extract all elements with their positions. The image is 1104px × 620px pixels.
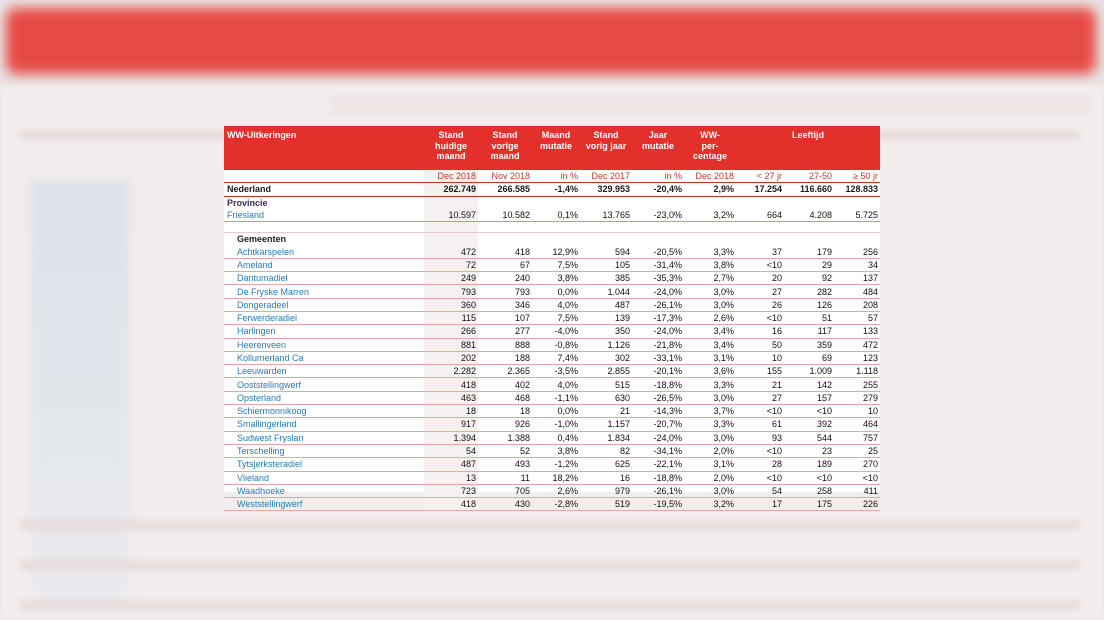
table-cell: 69 (784, 351, 834, 364)
table-cell: 51 (784, 311, 834, 324)
table-cell: -19,5% (632, 498, 684, 511)
table-cell: 28 (736, 458, 784, 471)
table-cell: 21 (736, 378, 784, 391)
table-cell: -24,0% (632, 285, 684, 298)
table-cell: <10 (736, 311, 784, 324)
table-cell: 329.953 (580, 183, 632, 196)
table-cell: 2,0% (684, 444, 736, 457)
table-cell: -17,3% (632, 311, 684, 324)
table-cell: 155 (736, 365, 784, 378)
table-cell: 18 (478, 405, 532, 418)
table-cell: 117 (784, 325, 834, 338)
table-cell: 917 (424, 418, 478, 431)
table-cell: -2,8% (532, 498, 580, 511)
table-cell: 0,0% (532, 285, 580, 298)
table-cell: 1.157 (580, 418, 632, 431)
table-cell: 208 (834, 298, 880, 311)
table-cell: 4,0% (532, 298, 580, 311)
table-cell: -18,8% (632, 471, 684, 484)
table-cell: 52 (478, 444, 532, 457)
gemeenten-row (224, 233, 880, 246)
table-cell: -1,2% (532, 458, 580, 471)
ww-table (224, 126, 880, 511)
table-cell: 793 (478, 285, 532, 298)
table-cell: -33,1% (632, 351, 684, 364)
header-leeftijd: Leeftijd (736, 126, 880, 170)
gemeente-name: Tytsjerksteradiel (224, 458, 424, 471)
table-cell: 625 (580, 458, 632, 471)
table-cell: -20,1% (632, 365, 684, 378)
table-cell: <10 (736, 258, 784, 271)
table-cell: 3,0% (684, 484, 736, 497)
subheader-cell: in % (632, 170, 684, 183)
table-cell: 3,3% (684, 245, 736, 258)
table-cell: -20,5% (632, 245, 684, 258)
gemeente-name: Achtkarspelen (224, 245, 424, 258)
table-cell: 1.044 (580, 285, 632, 298)
table-cell: -4,0% (532, 325, 580, 338)
gemeente-name: Opsterland (224, 391, 424, 404)
table-cell: 262.749 (424, 183, 478, 196)
table-cell: 1.388 (478, 431, 532, 444)
table-cell: 139 (580, 311, 632, 324)
table-cell: 2,6% (532, 484, 580, 497)
table-cell: 27 (736, 391, 784, 404)
table-cell: 418 (424, 378, 478, 391)
table-cell: 23 (784, 444, 834, 457)
table-cell: 630 (580, 391, 632, 404)
table-cell: 54 (424, 444, 478, 457)
table-cell: 2.365 (478, 365, 532, 378)
table-row (224, 431, 880, 444)
table-cell: 12,9% (532, 245, 580, 258)
table-cell: 13 (424, 471, 478, 484)
table-cell: 472 (424, 245, 478, 258)
table-row (224, 484, 880, 497)
header-stand-vorige: Stand vorige maand (478, 126, 532, 170)
table-cell: 1.394 (424, 431, 478, 444)
table-cell: 0,4% (532, 431, 580, 444)
table-cell: -23,0% (632, 209, 684, 222)
table-cell: 67 (478, 258, 532, 271)
table-cell: 418 (424, 498, 478, 511)
table-cell: -0,8% (532, 338, 580, 351)
table-cell: 418 (478, 245, 532, 258)
table-cell: 25 (834, 444, 880, 457)
table-cell: 277 (478, 325, 532, 338)
table-cell: 1.834 (580, 431, 632, 444)
table-cell: 189 (784, 458, 834, 471)
table-cell: 188 (478, 351, 532, 364)
table-cell: 359 (784, 338, 834, 351)
table-cell: -1,4% (532, 183, 580, 196)
table-cell: 3,8% (532, 444, 580, 457)
table-row (224, 498, 880, 511)
nederland-label: Nederland (224, 183, 424, 196)
gemeente-name: Waadhoeke (224, 484, 424, 497)
table-cell: 757 (834, 431, 880, 444)
friesland-label: Friesland (224, 209, 424, 222)
table-cell: 270 (834, 458, 880, 471)
table-cell: 256 (834, 245, 880, 258)
gemeente-name: Sudwest Fryslan (224, 431, 424, 444)
table-cell: 123 (834, 351, 880, 364)
table-row (224, 391, 880, 404)
table-cell: 3,2% (684, 498, 736, 511)
table-cell: 21 (580, 405, 632, 418)
blurred-row (20, 600, 1080, 610)
table-cell: -26,5% (632, 391, 684, 404)
table-cell: 392 (784, 418, 834, 431)
table-cell: 411 (834, 484, 880, 497)
table-cell: -24,0% (632, 325, 684, 338)
table-cell: 116.660 (784, 183, 834, 196)
table-cell: 0,0% (532, 405, 580, 418)
table-cell: 544 (784, 431, 834, 444)
table-cell: 266 (424, 325, 478, 338)
table-row (224, 444, 880, 457)
subheader-cell: 27-50 (784, 170, 834, 183)
table-cell: -3,5% (532, 365, 580, 378)
table-cell: 3,8% (532, 272, 580, 285)
table-cell: -21,8% (632, 338, 684, 351)
header-stand-huidige: Stand huidige maand (424, 126, 478, 170)
gemeente-name: Harlingen (224, 325, 424, 338)
table-cell: 29 (784, 258, 834, 271)
table-cell: -24,0% (632, 431, 684, 444)
table-cell: <10 (736, 444, 784, 457)
gemeente-name: Vlieland (224, 471, 424, 484)
table-cell: 50 (736, 338, 784, 351)
table-cell: 18 (424, 405, 478, 418)
gemeente-name: Heerenveen (224, 338, 424, 351)
table-cell: 7,5% (532, 258, 580, 271)
table-row (224, 365, 880, 378)
table-cell: 7,4% (532, 351, 580, 364)
table-cell: 3,7% (684, 405, 736, 418)
table-cell: 13.765 (580, 209, 632, 222)
table-cell: 279 (834, 391, 880, 404)
subheader-cell: Nov 2018 (478, 170, 532, 183)
table-cell: <10 (784, 471, 834, 484)
table-cell: 1.126 (580, 338, 632, 351)
blurred-column-strip (330, 95, 1090, 115)
table-cell: -1,1% (532, 391, 580, 404)
blurred-row (20, 520, 1080, 530)
table-cell: 282 (784, 285, 834, 298)
table-cell: 17.254 (736, 183, 784, 196)
table-cell: 105 (580, 258, 632, 271)
table-cell: 3,2% (684, 209, 736, 222)
table-cell: 2,7% (684, 272, 736, 285)
subheader-cell: ≥ 50 jr (834, 170, 880, 183)
table-cell: 1.118 (834, 365, 880, 378)
table-cell: -22,1% (632, 458, 684, 471)
gemeente-name: Ameland (224, 258, 424, 271)
table-cell: 179 (784, 245, 834, 258)
table-cell: 92 (784, 272, 834, 285)
table-cell: 463 (424, 391, 478, 404)
table-cell: 3,1% (684, 458, 736, 471)
table-cell: 515 (580, 378, 632, 391)
table-cell: 360 (424, 298, 478, 311)
table-cell: 27 (736, 285, 784, 298)
table-row (224, 325, 880, 338)
table-cell: 128.833 (834, 183, 880, 196)
gemeente-name: Schiermonnikoog (224, 405, 424, 418)
table-cell: 10 (834, 405, 880, 418)
spacer-row (224, 222, 880, 233)
table-cell: 484 (834, 285, 880, 298)
table-cell: 2,0% (684, 471, 736, 484)
table-cell: 493 (478, 458, 532, 471)
table-row (224, 298, 880, 311)
table-row (224, 272, 880, 285)
gemeente-name: Ooststellingwerf (224, 378, 424, 391)
table-cell: 258 (784, 484, 834, 497)
table-cell: 133 (834, 325, 880, 338)
table-cell: 3,0% (684, 391, 736, 404)
table-cell: 72 (424, 258, 478, 271)
table-cell: 385 (580, 272, 632, 285)
table-cell: 888 (478, 338, 532, 351)
table-cell: -18,8% (632, 378, 684, 391)
gemeente-name: Dongeradeel (224, 298, 424, 311)
table-row (224, 351, 880, 364)
table-cell: 723 (424, 484, 478, 497)
table-cell: 54 (736, 484, 784, 497)
header-stand-vorig-jaar: Stand vorig jaar (580, 126, 632, 170)
table-cell: 137 (834, 272, 880, 285)
gemeente-name: De Fryske Marren (224, 285, 424, 298)
table-cell: 5.725 (834, 209, 880, 222)
table-cell: 20 (736, 272, 784, 285)
nederland-row (224, 183, 880, 196)
table-cell: 18,2% (532, 471, 580, 484)
gemeente-name: Kollumerland Ca (224, 351, 424, 364)
table-cell: 10.582 (478, 209, 532, 222)
table-cell: 7,5% (532, 311, 580, 324)
gemeenten-label: Gemeenten (237, 234, 287, 245)
table-cell: 881 (424, 338, 478, 351)
table-cell: 61 (736, 418, 784, 431)
table-cell: 302 (580, 351, 632, 364)
header-ww-percentage: WW- per- centage (684, 126, 736, 170)
table-cell: 3,3% (684, 378, 736, 391)
table-row (224, 405, 880, 418)
table-cell: 57 (834, 311, 880, 324)
table-cell: 793 (424, 285, 478, 298)
table-cell: 0,1% (532, 209, 580, 222)
table-cell: <10 (834, 471, 880, 484)
table-cell: -26,1% (632, 298, 684, 311)
table-cell: 350 (580, 325, 632, 338)
table-cell: 472 (834, 338, 880, 351)
table-cell: -20,4% (632, 183, 684, 196)
table-cell: 594 (580, 245, 632, 258)
table-cell: 34 (834, 258, 880, 271)
table-cell: 3,4% (684, 325, 736, 338)
table-cell: 487 (580, 298, 632, 311)
table-cell: 4.208 (784, 209, 834, 222)
subheader-cell: in % (532, 170, 580, 183)
table-cell: 126 (784, 298, 834, 311)
gemeente-name: Weststellingwerf (224, 498, 424, 511)
table-cell: 3,0% (684, 298, 736, 311)
header-row (224, 126, 880, 170)
table-cell: 175 (784, 498, 834, 511)
subheader-cell: Dec 2018 (424, 170, 478, 183)
table-cell: 11 (478, 471, 532, 484)
table-cell: -34,1% (632, 444, 684, 457)
table-cell: 266.585 (478, 183, 532, 196)
table-cell: 202 (424, 351, 478, 364)
table-cell: 37 (736, 245, 784, 258)
subheader-cell: Dec 2018 (684, 170, 736, 183)
table-cell: <10 (736, 405, 784, 418)
table-cell: 705 (478, 484, 532, 497)
table-row (224, 245, 880, 258)
table-row (224, 471, 880, 484)
table-cell: 430 (478, 498, 532, 511)
table-cell: 115 (424, 311, 478, 324)
table-row (224, 378, 880, 391)
subheader-cell: Dec 2017 (580, 170, 632, 183)
table-cell: 519 (580, 498, 632, 511)
table-cell: 82 (580, 444, 632, 457)
table-cell: 1.009 (784, 365, 834, 378)
header-jaar-mutatie: Jaar mutatie (632, 126, 684, 170)
table-cell: 142 (784, 378, 834, 391)
table-cell: -20,7% (632, 418, 684, 431)
table-cell: 16 (580, 471, 632, 484)
table-cell: 926 (478, 418, 532, 431)
provincie-label: Provincie (227, 197, 268, 208)
table-cell: 10.597 (424, 209, 478, 222)
table-cell: 2,6% (684, 311, 736, 324)
table-cell: 2.282 (424, 365, 478, 378)
friesland-row (224, 209, 880, 222)
table-cell: 487 (424, 458, 478, 471)
table-cell: -14,3% (632, 405, 684, 418)
table-cell: 3,0% (684, 431, 736, 444)
table-cell: 26 (736, 298, 784, 311)
table-cell: 157 (784, 391, 834, 404)
table-cell: 2.855 (580, 365, 632, 378)
table-cell: 664 (736, 209, 784, 222)
ww-table-image (224, 126, 880, 510)
table-cell: 468 (478, 391, 532, 404)
table-cell: -26,1% (632, 484, 684, 497)
blurred-header-bar (6, 8, 1096, 74)
table-cell: 3,6% (684, 365, 736, 378)
table-cell: 2,9% (684, 183, 736, 196)
table-cell: 107 (478, 311, 532, 324)
table-cell: 464 (834, 418, 880, 431)
table-cell: 3,4% (684, 338, 736, 351)
table-cell: 4,0% (532, 378, 580, 391)
table-cell: 402 (478, 378, 532, 391)
table-cell: 226 (834, 498, 880, 511)
table-cell: 3,8% (684, 258, 736, 271)
subheader-row (224, 170, 880, 183)
table-cell: 16 (736, 325, 784, 338)
gemeente-name: Leeuwarden (224, 365, 424, 378)
table-cell: -1,0% (532, 418, 580, 431)
table-cell: 17 (736, 498, 784, 511)
table-cell: 255 (834, 378, 880, 391)
table-cell: -35,3% (632, 272, 684, 285)
header-maand-mutatie: Maand mutatie (532, 126, 580, 170)
table-cell: -31,4% (632, 258, 684, 271)
table-cell: <10 (736, 471, 784, 484)
table-cell: 10 (736, 351, 784, 364)
provincie-row (224, 196, 880, 209)
table-cell: 249 (424, 272, 478, 285)
table-title: WW-Uitkeringen (224, 126, 424, 170)
table-row (224, 418, 880, 431)
gemeente-name: Terschelling (224, 444, 424, 457)
table-row (224, 285, 880, 298)
subheader-cell: < 27 jr (736, 170, 784, 183)
gemeente-name: Ferwerderadiel (224, 311, 424, 324)
table-cell: 3,1% (684, 351, 736, 364)
blurred-left-column (30, 180, 130, 600)
table-cell: 979 (580, 484, 632, 497)
table-cell: 3,3% (684, 418, 736, 431)
table-row (224, 311, 880, 324)
table-cell: 240 (478, 272, 532, 285)
table-cell: 346 (478, 298, 532, 311)
table-cell: 93 (736, 431, 784, 444)
table-cell: <10 (784, 405, 834, 418)
table-row (224, 458, 880, 471)
table-row (224, 338, 880, 351)
table-row (224, 258, 880, 271)
gemeente-name: Smallingerland (224, 418, 424, 431)
gemeente-name: Dantumadiel (224, 272, 424, 285)
table-cell: 3,0% (684, 285, 736, 298)
blurred-row (20, 560, 1080, 570)
